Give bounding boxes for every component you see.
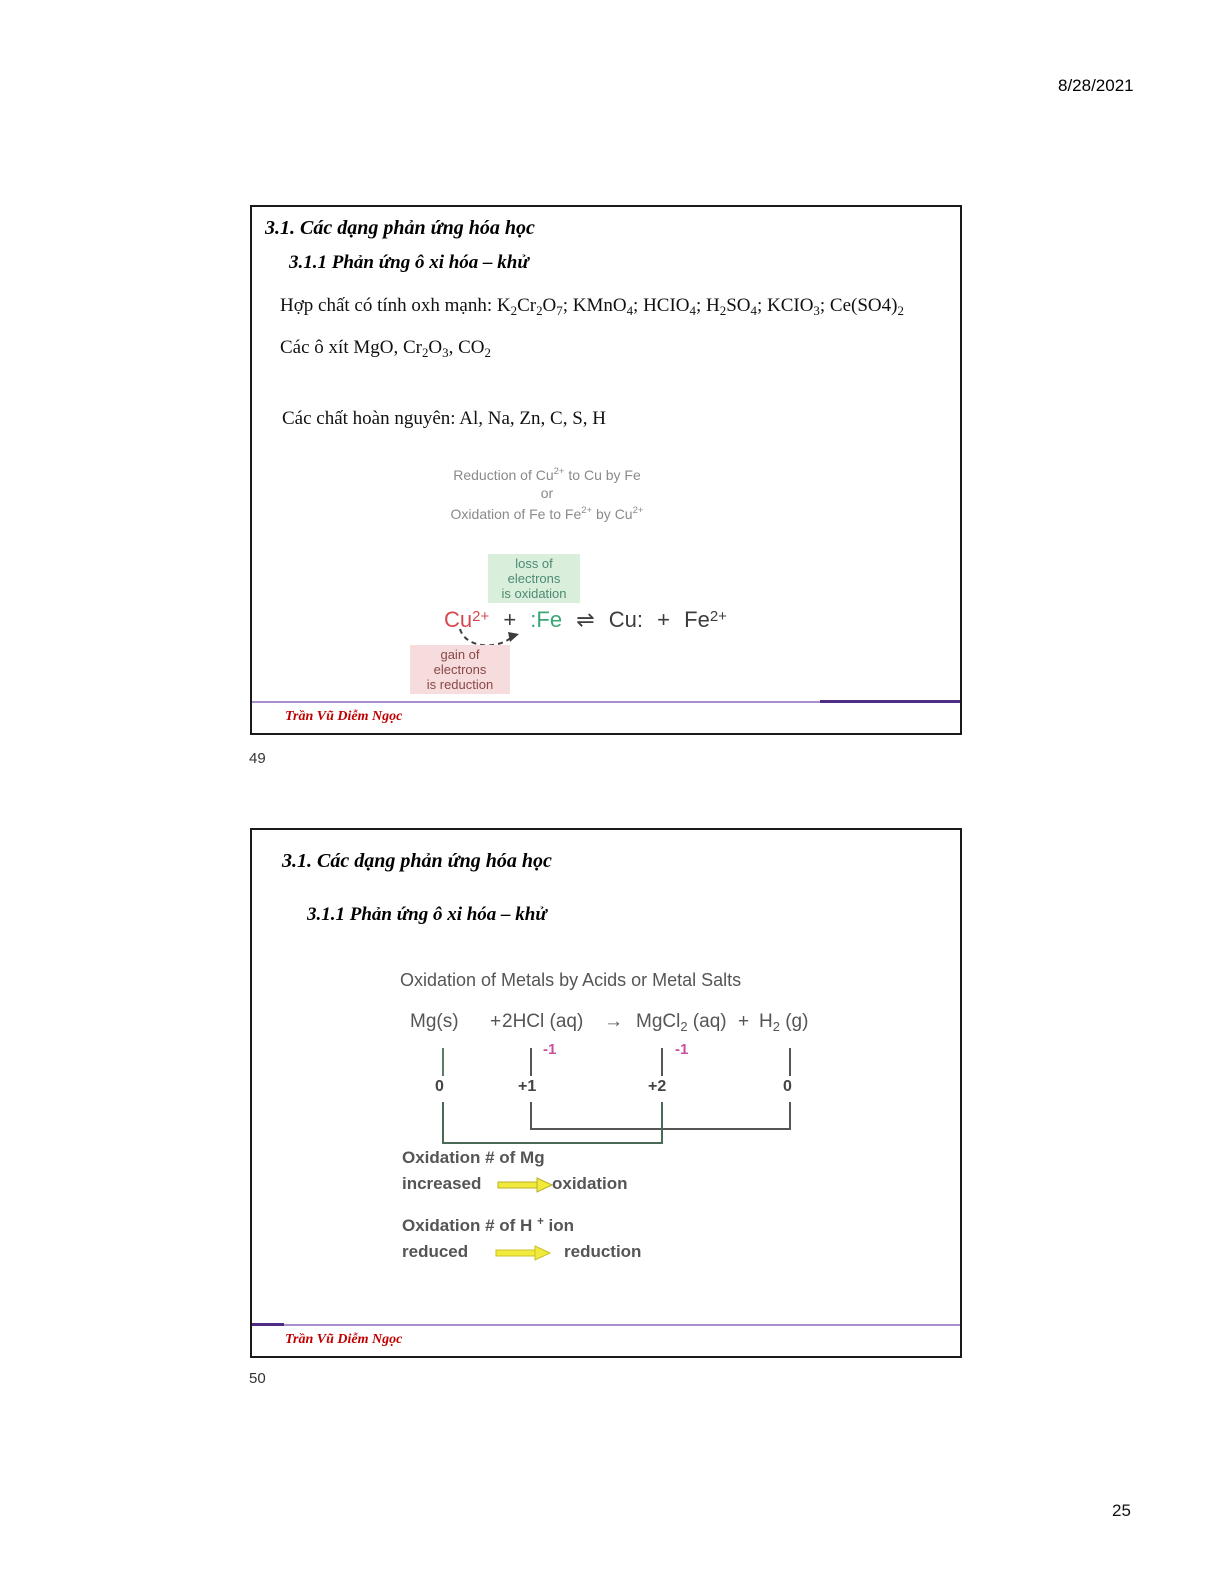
footer-divider (252, 1324, 960, 1326)
slide-50 (250, 828, 962, 1358)
heading-line-1: Reduction of $Cu^{2+}$ to Cu by Fe (453, 466, 641, 483)
heading-line-2: or (540, 485, 554, 501)
reaction-arrow-icon: → (604, 1011, 623, 1032)
slide-subtitle: 3.1.1 Phản ứng ô xi hóa – khử (289, 252, 529, 273)
tick-mgcl2 (661, 1048, 663, 1076)
implies-arrow-icon (495, 1245, 551, 1261)
reducing-agents-text: Các chất hoàn nguyên: Al, Na, Zn, C, S, H (282, 408, 607, 429)
cl-oxidation-number: -1 (543, 1041, 557, 1058)
mgcl2-term: MgCl$_2$ (aq) (636, 1011, 727, 1034)
footer-divider-dark-segment (252, 1323, 284, 1326)
footer-divider (252, 701, 960, 703)
plus-sign: + (657, 607, 671, 632)
slide-number-49: 49 (249, 750, 266, 767)
slide-subtitle: 3.1.1 Phản ứng ô xi hóa – khử (307, 904, 547, 925)
loss-of-electrons-note: loss of electrons is oxidation (488, 554, 580, 603)
magnesium-change-bracket (442, 1102, 663, 1144)
equilibrium-harpoons-icon: ⇌ (576, 607, 595, 632)
oxides-text: Các ô xít MgO, $Cr_2O_3$, $CO_2$ (280, 337, 491, 360)
plus-sign: + (738, 1011, 750, 1032)
tick-hcl (530, 1048, 532, 1076)
hcl-term: 2HCl (aq) (502, 1011, 584, 1032)
strong-oxidizers-text: Hợp chất có tính oxh mạnh: $K_2Cr_2O_7$; KMnO$_4$; $HCIO_4$; $H_2SO_4$; $KCIO_3$; $Ce(SO4)_2$ (280, 295, 904, 318)
heading-line-3: Oxidation of Fe to $Fe^{2+}$ by $Cu^{2+}$ (450, 505, 644, 522)
cl-oxidation-number: -1 (675, 1041, 689, 1058)
h-note-reduction: reduction (564, 1242, 642, 1261)
fe-term: :Fe (530, 607, 563, 632)
tick-mg (442, 1048, 444, 1076)
slide-49 (250, 205, 962, 735)
h2-term: $H_2$ (g) (759, 1011, 809, 1034)
author-name: Trần Vũ Diễm Ngọc (285, 1332, 403, 1347)
plus-sign: + (503, 607, 517, 632)
mg-note-line1: Oxidation # of Mg (402, 1148, 545, 1167)
header-date: 8/28/2021 (1058, 76, 1134, 95)
mg-oxidation-number: 0 (435, 1078, 444, 1095)
h-note-line1: Oxidation # of H + ion (402, 1216, 575, 1235)
oxidation-diagram-heading: Oxidation of Metals by Acids or Metal Salts (400, 970, 742, 990)
tick-h2 (789, 1048, 791, 1076)
cu-ion-term: $Cu^{2+}$ (444, 607, 490, 632)
mg-product-oxidation-number: +2 (648, 1078, 667, 1095)
author-name: Trần Vũ Diễm Ngọc (285, 709, 403, 724)
plus-sign: + (490, 1011, 502, 1032)
redox-diagram-heading (417, 463, 677, 523)
page-number: 25 (1112, 1501, 1131, 1520)
gain-of-electrons-note: gain of electrons is reduction (410, 645, 510, 694)
slide-title: 3.1. Các dạng phản ứng hóa học (265, 217, 535, 239)
cu-term: Cu: (608, 607, 644, 632)
footer-divider-dark-segment (820, 700, 960, 703)
h-product-oxidation-number: 0 (783, 1078, 792, 1095)
h-oxidation-number: +1 (518, 1078, 537, 1095)
slide-title: 3.1. Các dạng phản ứng hóa học (282, 850, 552, 872)
mg-note-oxidation: oxidation (552, 1174, 628, 1193)
implies-arrow-icon (497, 1177, 553, 1193)
mg-note-increased: increased (402, 1174, 482, 1193)
mg-term: Mg(s) (410, 1011, 459, 1032)
fe-ion-term: $Fe^{2+}$ (684, 607, 727, 632)
slide-number-50: 50 (249, 1370, 266, 1387)
h-note-reduced: reduced (402, 1242, 469, 1261)
